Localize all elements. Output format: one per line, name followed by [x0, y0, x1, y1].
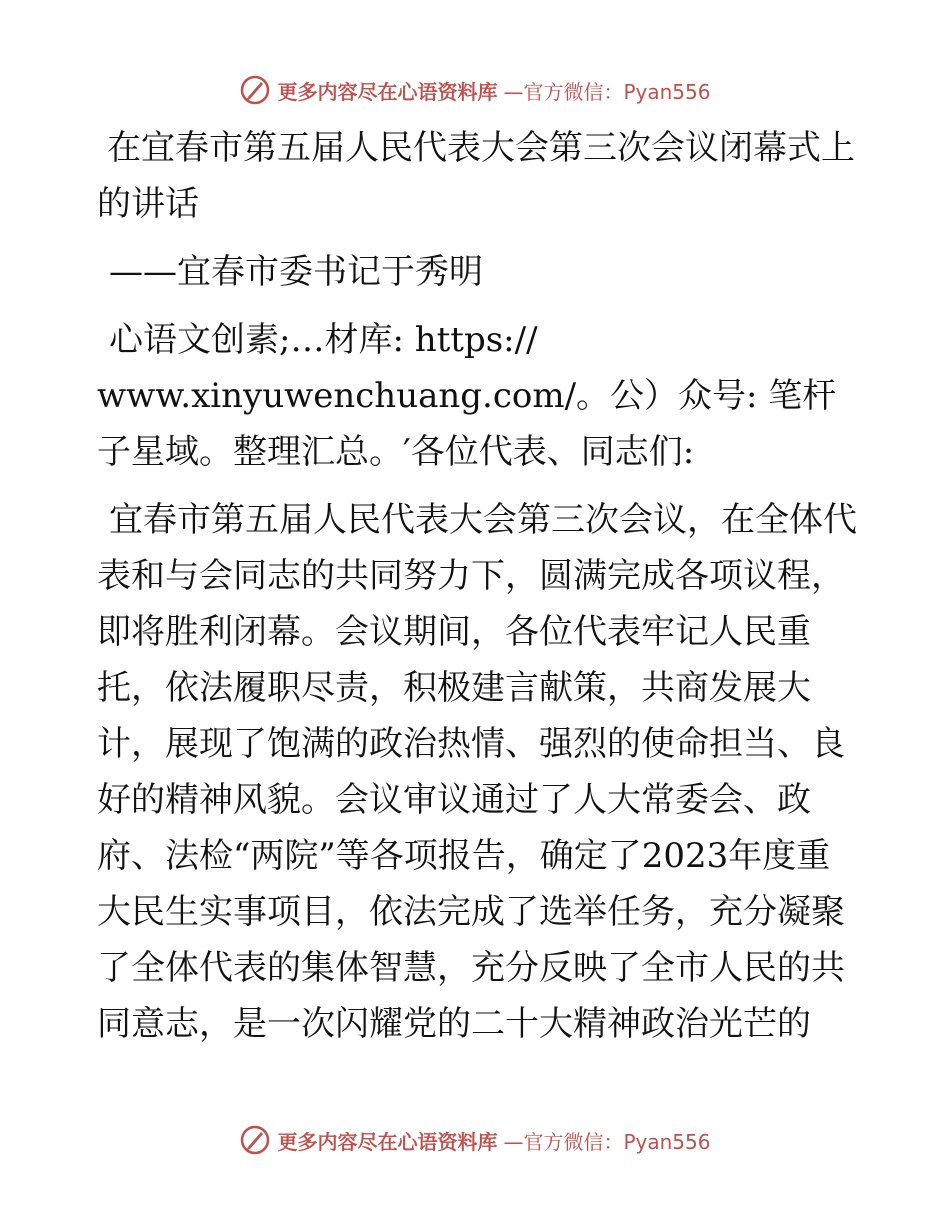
header-banner	[0, 70, 950, 110]
document-body	[97, 120, 857, 1064]
quill-logo-icon	[239, 74, 271, 106]
banner-main-text: 更多内容尽在心语资料库	[277, 79, 498, 104]
source-note-line1: 心语文创素;…材库: https://	[109, 320, 538, 360]
source-note-line2: www.xinyuwenchuang.com/。公）众号: 笔杆子星域。整理汇总。′各位代表、同志们:	[97, 376, 837, 472]
body-paragraph: 宜春市第五届人民代表大会第三次会议，在全体代表和与会同志的共同努力下，圆满完成各项议程，即将胜利闭幕。会议期间，各位代表牢记人民重托，依法履职尽责，积极建言献策，共商发展大计，展现了饱满的政治热情、强烈的使命担当、良好的精神风貌。会议审议通过了人大常委会、政府、法检“两院”等各项报告，确定了2023年度重大民生实事项目，依法完成了选举任务，充分凝聚了全体代表的集体智慧，充分反映了全市人民的共同意志，是一次闪耀党的二十大精神政治光芒的	[97, 500, 857, 1044]
banner-sub-text: —官方微信：Pyan556	[503, 79, 711, 104]
footer-banner	[0, 1120, 950, 1160]
document-author: ——宜春市委书记于秀明	[109, 252, 483, 292]
document-title: 在宜春市第五届人民代表大会第三次会议闭幕式上的讲话	[97, 128, 855, 224]
banner-sub-text: —官方微信：Pyan556	[503, 1129, 711, 1154]
banner-main-text: 更多内容尽在心语资料库	[277, 1129, 498, 1154]
quill-logo-icon	[239, 1124, 271, 1156]
